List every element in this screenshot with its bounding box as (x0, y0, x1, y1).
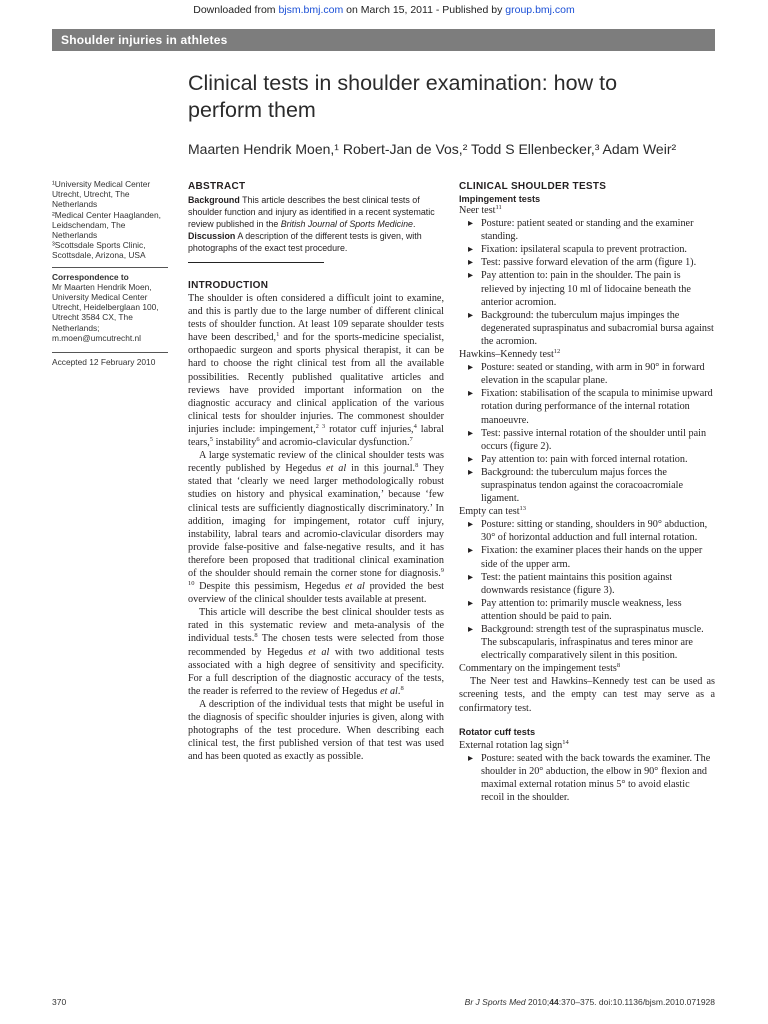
hawkins-test-list (459, 361, 715, 505)
list-item: ▸ Background: the tuberculum majus impinges the degenerated supraspinatus and subacromial bursa against the acromion. (459, 309, 715, 348)
accepted-date: Accepted 12 February 2010 (52, 357, 156, 368)
section-banner: Shoulder injuries in athletes (52, 29, 715, 51)
empty-can-test-name: Empty can test$^{13}$ (459, 505, 527, 518)
list-item: ▸ Fixation: the examiner places their hands on the upper side of the upper arm. (459, 544, 715, 570)
affiliation-1: ¹University Medical Center Utrecht, Utrecht, The Netherlands (52, 179, 151, 210)
list-item: ▸ Pay attention to: pain in the shoulder. The pain is relieved by injecting 10 ml of lidocaine beneath the anterior acromion. (459, 269, 715, 308)
list-item: ▸ Fixation: stabilisation of the scapula to minimise upward rotation during performance of the internal rotation manoeuvre. (459, 387, 715, 426)
right-column (459, 181, 715, 804)
list-item: ▸ Pay attention to: pain with forced internal rotation. (459, 453, 715, 466)
affiliation-2: ²Medical Center Haaglanden, Leidschendam, The Netherlands (52, 209, 161, 241)
list-item: ▸ Background: the tuberculum majus forces the supraspinatus tendon against the coracoacromiale ligament. (459, 466, 715, 505)
abstract-background: Background This article describes the best clinical tests of shoulder function and injury as identified in a recent systematic review published in the British Journal of Sports Medicine. (188, 195, 435, 229)
list-item: ▸ Posture: seated with the back towards the examiner. The shoulder in 20° abduction, the elbow in 90° flexion and maximal external rotation minus 5° to avoid elastic recoil in the shoulder. (459, 752, 715, 804)
commentary-title: Commentary on the impingement tests$^8$ (459, 662, 621, 675)
download-notice: Downloaded from bjsm.bmj.com on March 15, 2011 - Published by group.bmj.com (193, 4, 575, 16)
neer-test-name: Neer test$^{11}$ (459, 204, 502, 216)
intro-paragraph-3: This article will describe the best clinical shoulder tests as rated in this systematic review and meta-analysis of the individual tests.$^8$ The chosen tests were selected from those recommended by Hegedus et al with two additional tests associated with a high degree of sensitivity and specificity. For a full description of the diagnostic accuracy of the tests, the reader is referred to the review of Hegedus et al.$^8$ (188, 607, 445, 697)
list-item: ▸ Background: strength test of the supraspinatus muscle. The subscapularis, infraspinatus and teres minor are electrically comparatively silent in this position. (459, 623, 715, 662)
list-item: ▸ Test: passive forward elevation of the arm (figure 1). (459, 256, 715, 269)
group-bmj-link[interactable]: group.bmj.com (505, 4, 575, 16)
commentary-text: The Neer test and Hawkins–Kennedy test can be used as screening tests, and the empty can test may serve as a confirmatory test. (459, 676, 715, 714)
impingement-heading: Impingement tests (459, 194, 541, 204)
list-item: ▸ Test: passive internal rotation of the shoulder until pain occurs (figure 2). (459, 427, 715, 453)
list-item: ▸ Posture: patient seated or standing and the examiner standing. (459, 217, 715, 243)
intro-paragraph-4: A description of the individual tests that might be useful in the diagnosis of specific shoulder injuries is given, along with photographs of the test procedure. When describing each clinical test, the first published version of that test was used and has been quoted as exactly as possible. (188, 698, 444, 763)
citation-footer: Br J Sports Med 2010;44:370–375. doi:10.1136/bjsm.2010.071928 (464, 997, 715, 1007)
author-list: Maarten Hendrik Moen,¹ Robert-Jan de Vos,² Todd S Ellenbecker,³ Adam Weir² (188, 141, 677, 157)
middle-column (188, 181, 444, 763)
article-title: Clinical tests in shoulder examination: how to perform them (188, 71, 618, 122)
empty-can-test-list (459, 518, 715, 662)
correspondence-title: Correspondence to (52, 271, 129, 282)
affiliation-column (52, 179, 168, 367)
page-number: 370 (52, 997, 67, 1007)
divider (52, 352, 168, 353)
abstract-rule (188, 262, 324, 263)
external-rotation-lag-sign-name: External rotation lag sign$^{14}$ (459, 738, 569, 751)
list-item: ▸ Posture: sitting or standing, shoulders in 90° abduction, 30° of horizontal adduction and full internal rotation. (459, 518, 715, 544)
erls-list (459, 752, 715, 804)
neer-test-list (459, 217, 715, 348)
introduction-heading: INTRODUCTION (188, 280, 269, 291)
list-item: ▸ Fixation: ipsilateral scapula to prevent protraction. (459, 243, 715, 256)
hawkins-test-name: Hawkins–Kennedy test$^{12}$ (459, 348, 561, 361)
clinical-tests-heading: CLINICAL SHOULDER TESTS (459, 181, 607, 192)
rotator-cuff-heading: Rotator cuff tests (459, 726, 536, 737)
list-item: ▸ Posture: seated or standing, with arm in 90° in forward elevation in the scapular plane. (459, 361, 715, 387)
divider (52, 267, 168, 268)
correspondence-body: Mr Maarten Hendrik Moen, University Medical Center Utrecht, Heidelberglaan 100, Utrecht 3584 CX, The Netherlands; m.moen@umcutrecht.nl (52, 281, 159, 343)
intro-paragraph-1: The shoulder is often considered a difficult joint to examine, and this is partly due to the large number of different clinical tests of shoulder function. At least 109 separate shoulder tests have been described,$^1$ and for the sports-medicine specialist, orthopaedic surgeon and sports physical therapist, it can be hard to choose the right clinical test from all the available possibilities. Recently published qualitative articles and reviews have provided important information on the diagnostic accuracy and clinical application of the various clinical tests for shoulder injuries. The commonest shoulder injuries include: impingement,$^{2 3}$ rotator cuff injuries,$^4$ labral tears,$^5$ instability$^6$ and acromio-clavicular dysfunction.$^7$ (188, 293, 445, 449)
affiliation-3: ³Scottsdale Sports Clinic, Scottsdale, Arizona, USA (52, 240, 146, 261)
list-item: ▸ Pay attention to: primarily muscle weakness, less attention should be paid to pain. (459, 597, 715, 623)
abstract-discussion: Discussion A description of the different tests is given, with photographs of the exact test procedure. (188, 231, 422, 253)
abstract-heading: ABSTRACT (188, 181, 246, 192)
list-item: ▸ Test: the patient maintains this position against downwards resistance (figure 3). (459, 571, 715, 597)
bjsm-link[interactable]: bjsm.bmj.com (278, 4, 344, 16)
intro-paragraph-2: A large systematic review of the clinical shoulder tests was recently published by Hegedus et al in this journal.$^8$ They stated that ‘clearly we need larger methodologically robust studies on history and physical examination,’ because ‘few clinical tests are sufficiently diagnostically discriminatory.’ In addition, imaging for impingement, rotator cuff injury, instability, labral tears and acromio-clavicular disorders may provide false-positive and false-negative results, and it has therefore been proposed that traditional clinical examination of the shoulder should remain the corner stone for diagnosis.$^{9 10}$ Despite this pessimism, Hegedus et al provided the best overview of the clinical shoulder tests available at present. (188, 450, 445, 606)
